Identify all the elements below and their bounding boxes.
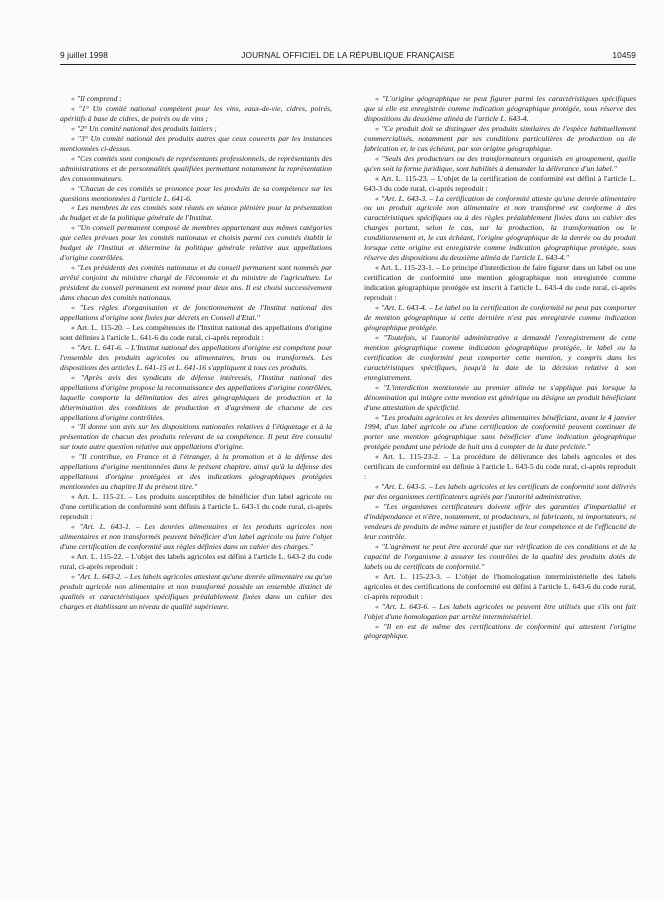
paragraph: « "L'origine géographique ne peut figurer parmi les caractéristiques spécifiques que si elle est enregistrée comme indication géographique protégée, sous réserve des dispositions du deuxième alinéa de l'article L. 643-4. <box>364 94 636 123</box>
right-column <box>364 94 636 641</box>
paragraph: « "Art. L. 643-3. – La certification de conformité atteste qu'une denrée alimentaire ou un produit agricole non alimentaire et non transformé est conforme à des caractéristiques spécifiques ou à des règles préalablement fixées dans un cahier des charges portant, selon le cas, sur la production, la transformation ou le conditionnement et, le cas échéant, l'origine géographique de la denrée ou du produit lorsque cette origine est enregistrée comme indication géographique protégée, sous réserve des dispositions du deuxième alinéa de l'article L. 643-4." <box>364 193 636 263</box>
paragraph: « "Art. L. 643-2. – Les labels agricoles attestent qu'une denrée alimentaire ou qu'un produit agricole non alimentaire et non transformé possède un ensemble distinct de qualités et caractéristiques spécifiques préalablement fixées dans un cahier des charges et établissant un niveau de qualité supérieure. <box>60 571 332 611</box>
paragraph: « "Art. L. 643-6. – Les labels agricoles ne peuvent être utilisés que s'ils ont fait l'objet d'une homologation par arrêté interministériel. <box>364 601 636 621</box>
paragraph: « "Les produits agricoles et les denrées alimentaires bénéficiant, avant le 4 janvier 1994, d'un label agricole ou d'une certification de conformité peuvent continuer de porter une mention géographique sans bénéficier d'une indication géographique protégée pendant une période de huit ans à compter de la date précitée." <box>364 412 636 452</box>
paragraph: « "L'agrément ne peut être accordé que sur vérification de ces conditions et de la capacité de l'organisme à assurer les contrôles de la qualité des produits dotés de labels ou de certificats de conformité." <box>364 541 636 571</box>
paragraph: « Art. L. 115-23-2. – La procédure de délivrance des labels agricoles et des certificats de conformité est définie à l'article L. 643-5 du code rural, ci-après reproduit : <box>364 452 636 482</box>
paragraph: « "Art. L. 643-5. – Les labels agricoles et les certificats de conformité sont délivrés par des organismes certificateurs agréés par l'autorité administrative. <box>364 482 636 502</box>
paragraph: « "Il contribue, en France et à l'étranger, à la promotion et à la défense des appellations d'origine mentionnées dans le présent chapitre, ainsi qu'à la défense des appellations d'origine protégées et des indications géographiques protégées mentionnées au chapitre II du présent titre." <box>60 452 332 492</box>
paragraph: « "Toutefois, si l'autorité administrative a demandé l'enregistrement de cette mention géographique comme indication géographique protégée, le label ou la certification de conformité peut comporter cette mention, y compris dans les caractéristiques spécifiques, jusqu'à la date de la décision relative à son enregistrement. <box>364 332 636 382</box>
header-journal-title: JOURNAL OFFICIEL DE LA RÉPUBLIQUE FRANÇAISE <box>241 50 455 60</box>
paragraph: « Art. L. 115-22. – L'objet des labels agricoles est défini à l'article L. 643-2 du code rural, ci-après reproduit : <box>60 551 332 571</box>
paragraph: « "Art. L. 641-6. – L'Institut national des appellations d'origine est compétent pour l'ensemble des produits agricoles ou alimentaires, bruts ou transformés. Les dispositions des articles L. 641-15 et L. 641-16 s'appliquent à tous ces produits. <box>60 342 332 372</box>
paragraph: « "Ces comités sont composés de représentants professionnels, de représentants des administrations et de personnalités qualifiées permettant notamment la représentation des consommateurs. <box>60 153 332 183</box>
paragraph: « "Un conseil permanent composé de membres appartenant aux mêmes catégories que celles prévues pour les comités nationaux et choisis parmi ces comités établit le budget de l'Institut et détermine la politique générale relative aux appellations d'origine contrôlées. <box>60 223 332 263</box>
paragraph: « "Chacun de ces comités se prononce pour les produits de sa compétence sur les questions mentionnées à l'article L. 641-6. <box>60 183 332 203</box>
paragraph: « "Il en est de même des certifications de conformité qui attestent l'origine géographique. <box>364 621 636 641</box>
header-date: 9 juillet 1998 <box>60 50 108 60</box>
paragraph: « Les membres de ces comités sont réunis en séance plénière pour la présentation du budget et de la politique générale de l'Institut. <box>60 203 332 223</box>
paragraph: « "Les organismes certificateurs doivent offrir des garanties d'impartialité et d'indépendance et n'être, notamment, ni producteurs, ni fabricants, ni importateurs, ni vendeurs de produits de même nature et justifier de leur compétence et de l'efficacité de leur contrôle. <box>364 502 636 541</box>
paragraph: « "2° Un comité national des produits laitiers ; <box>71 123 217 133</box>
paragraph: « "Il donne son avis sur les dispositions nationales relatives à l'étiquetage et à la présentation de chacun des produits relevant de sa compétence. Il peut être consulté sur toute autre question relative aux appellations d'origine. <box>60 422 332 452</box>
paragraph: « "Il comprend : <box>71 94 122 103</box>
paragraph: « Art. L. 115-23-1. – Le principe d'interdiction de faire figurer dans un label ou une certification de conformité une mention géographique non enregistrée comme indication géographique protégée est inscrit à l'article L. 643-4 du code rural, ci-après reproduit : <box>364 263 636 303</box>
paragraph: « "Art. L. 643-1. – Les denrées alimentaires et les produits agricoles non alimentaires et non transformés peuvent bénéficier d'un label agricole ou faire l'objet d'une certification de conformité aux règles définies dans un cahier des charges." <box>60 521 332 551</box>
paragraph: « "Seuls des producteurs ou des transformateurs organisés en groupement, quelle qu'en soit la forme juridique, sont habilités à demander la délivrance d'un label." <box>364 153 636 173</box>
paragraph: « "Après avis des syndicats de défense intéressés, l'Institut national des appellations d'origine propose la reconnaissance des appellations d'origine contrôlées, laquelle comporte la délimitation des aires géographiques de production et la détermination des conditions de production et d'agrément de chacune de ces appellations d'origine contrôlées. <box>60 372 332 422</box>
paragraph: « "Art. L. 643-4. – Le label ou la certification de conformité ne peut pas comporter de mention géographique si cette dernière n'est pas enregistrée comme indication géographique protégée. <box>364 303 636 332</box>
paragraph: « "1° Un comité national compétent pour les vins, eaux-de-vie, cidres, poirés, apéritifs à base de cidres, de poirés ou de vins ; <box>60 103 332 123</box>
paragraph: « "L'interdiction mentionnée au premier alinéa ne s'applique pas lorsque la dénomination qui intègre cette mention est générique ou désigne un produit bénéficiant d'une attestation de spécificité. <box>364 382 636 412</box>
page-header <box>60 50 636 64</box>
paragraph: « "Les présidents des comités nationaux et du conseil permanent sont nommés par arrêté conjoint du ministre chargé de l'économie et du ministre de l'agriculture. Le président du conseil permanent est nommé pour deux ans. Il est choisi successivement dans chacun des comités nationaux. <box>60 263 332 303</box>
left-column <box>60 94 332 612</box>
paragraph: « Art. L. 115-23-3. – L'objet de l'homologation interministérielle des labels agricoles et des certifications de conformité est défini à l'article L. 643-6 du code rural, ci-après reproduit : <box>364 571 636 601</box>
paragraph: « Art. L. 115-20. – Les compétences de l'Institut national des appellations d'origine sont définies à l'article L. 641-6 du code rural, ci-après reproduit : <box>60 322 332 342</box>
header-rule <box>60 64 636 65</box>
paragraph: « Art. L. 115-21. – Les produits susceptibles de bénéficier d'un label agricole ou d'une certification de conformité sont définis à l'article L. 643-1 du code rural, ci-après reproduit : <box>60 492 332 522</box>
header-page-number: 10459 <box>612 50 636 60</box>
paragraph: « Art. L. 115-23. – L'objet de la certification de conformité est défini à l'article L. 643-3 du code rural, ci-après reproduit : <box>364 173 636 193</box>
paragraph: « "Ce produit doit se distinguer des produits similaires de l'espèce habituellement commercialisés, notamment par ses conditions particulières de production ou de fabrication et, le cas échéant, par son origine géographique. <box>364 123 636 153</box>
paragraph: « "Les règles d'organisation et de fonctionnement de l'Institut national des appellations d'origine sont fixées par décrets en Conseil d'Etat." <box>60 303 332 322</box>
paragraph: « "3° Un comité national des produits autres que ceux couverts par les instances mentionnées ci-dessus. <box>60 133 332 153</box>
